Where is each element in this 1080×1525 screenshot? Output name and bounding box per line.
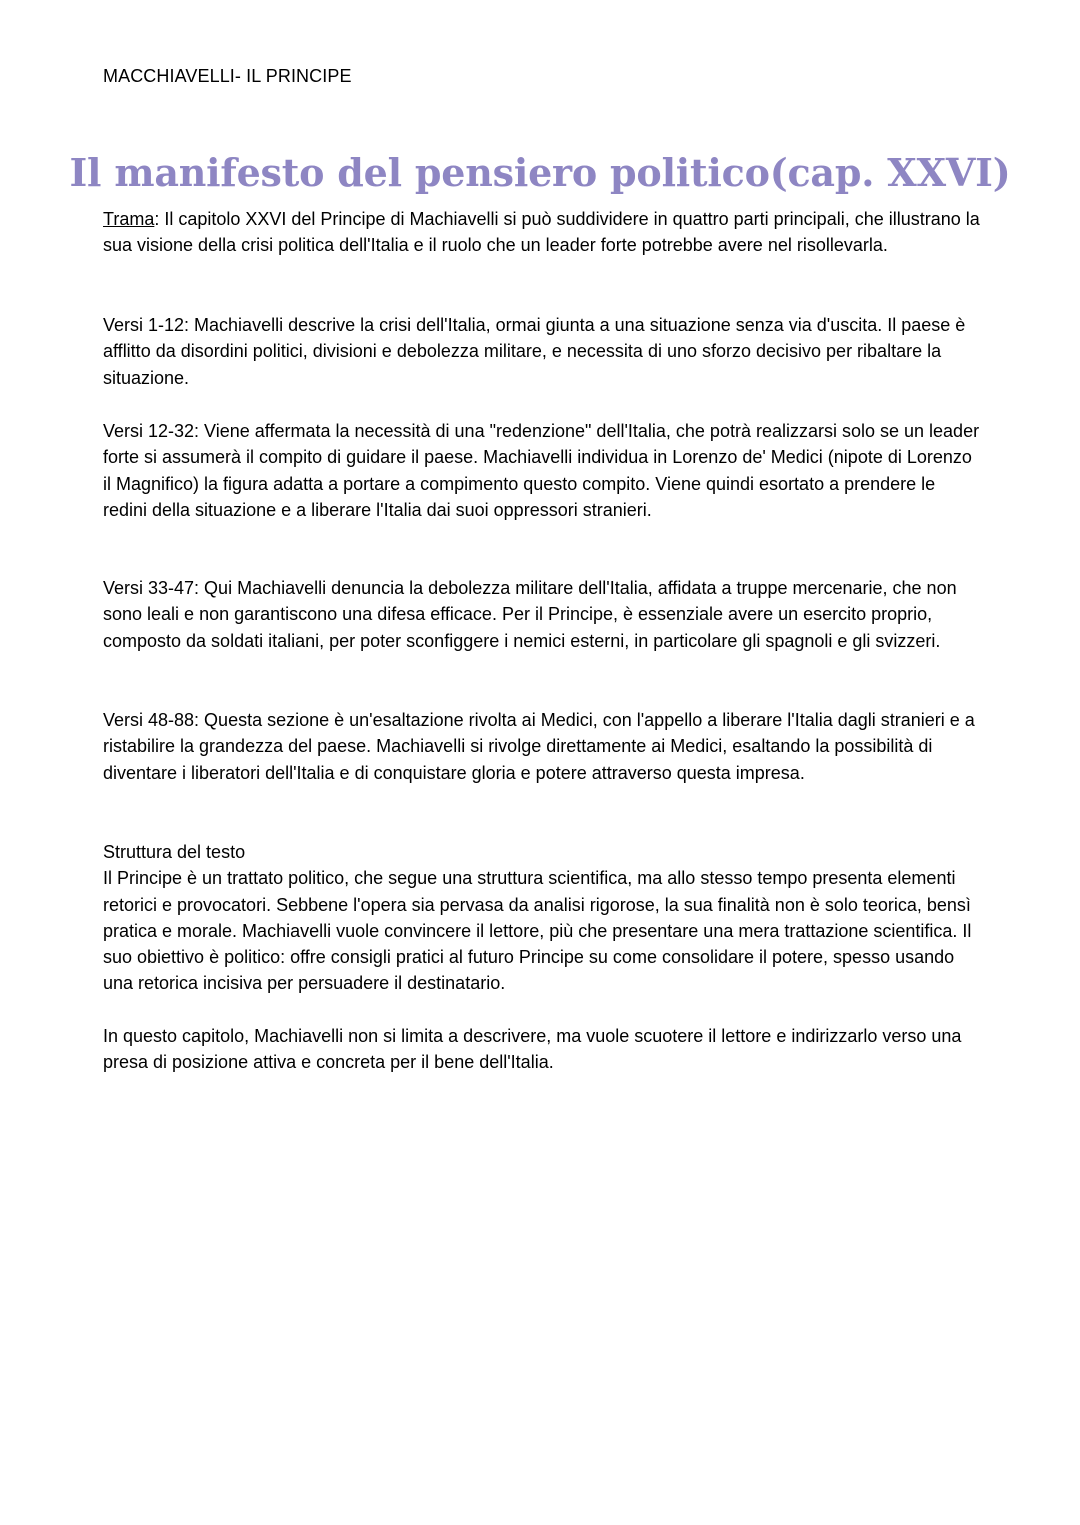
struttura-section (103, 839, 983, 997)
paragraph-text: Versi 12-32: Viene affermata la necessità di una "redenzione" dell'Italia, che potrà realizzarsi solo se un leader forte si assumerà il compito di guidare il paese. Machiavelli individua in Lorenzo de' Medici (nipote di Lorenzo il Magnifico) la figura adatta a portare a compimento questo compito. Viene quindi esortato a prendere le redini della situazione e a liberare l'Italia dai suoi oppressori stranieri. (103, 421, 980, 520)
trama-text: : Il capitolo XXVI del Principe di Machiavelli si può suddividere in quattro parti principali, che illustrano la sua visione della crisi politica dell'Italia e il ruolo che un leader forte potrebbe avere nel risollevarla. (103, 209, 980, 256)
struttura-heading: Struttura del testo (103, 842, 246, 862)
paragraph-versi-12-32 (103, 418, 983, 523)
struttura-text: Il Principe è un trattato politico, che segue una struttura scientifica, ma allo stesso tempo presenta elementi retorici e provocatori. Sebbene l'opera sia pervasa da analisi rigorose, la sua finalità non è solo teorica, bensì pratica e morale. Machiavelli vuole convincere il lettore, più che presentare una mera trattazione scientifica. Il suo obiettivo è politico: offre consigli pratici al futuro Principe su come consolidare il potere, spesso usando una retorica incisiva per persuadere il destinatario. (103, 868, 972, 994)
document-header: MACCHIAVELLI- IL PRINCIPE (103, 66, 352, 86)
paragraph-versi-48-88 (103, 707, 983, 786)
trama-paragraph (103, 206, 983, 259)
document-title: Il manifesto del pensiero politico(cap. XXVI) (69, 150, 1011, 195)
conclusion-paragraph (103, 1023, 983, 1076)
trama-label: Trama (103, 209, 155, 229)
paragraph-text: Versi 33-47: Qui Machiavelli denuncia la debolezza militare dell'Italia, affidata a truppe mercenarie, che non sono leali e non garantiscono una difesa efficace. Per il Principe, è essenziale avere un esercito proprio, composto da soldati italiani, per poter sconfiggere i nemici esterni, in particolare gli spagnoli e gli svizzeri. (103, 578, 957, 651)
paragraph-versi-1-12 (103, 312, 983, 391)
paragraph-text: Versi 1-12: Machiavelli descrive la crisi dell'Italia, ormai giunta a una situazione senza via d'uscita. Il paese è afflitto da disordini politici, divisioni e debolezza militare, e necessita di uno sforzo decisivo per ribaltare la situazione. (103, 315, 966, 388)
conclusion-text: In questo capitolo, Machiavelli non si limita a descrivere, ma vuole scuotere il lettore e indirizzarlo verso una presa di posizione attiva e concreta per il bene dell'Italia. (103, 1026, 962, 1073)
paragraph-text: Versi 48-88: Questa sezione è un'esaltazione rivolta ai Medici, con l'appello a liberare l'Italia dagli stranieri e a ristabilire la grandezza del paese. Machiavelli si rivolge direttamente ai Medici, esaltando la possibilità di diventare i liberatori dell'Italia e di conquistare gloria e potere attraverso questa impresa. (103, 710, 975, 783)
paragraph-versi-33-47 (103, 575, 983, 654)
